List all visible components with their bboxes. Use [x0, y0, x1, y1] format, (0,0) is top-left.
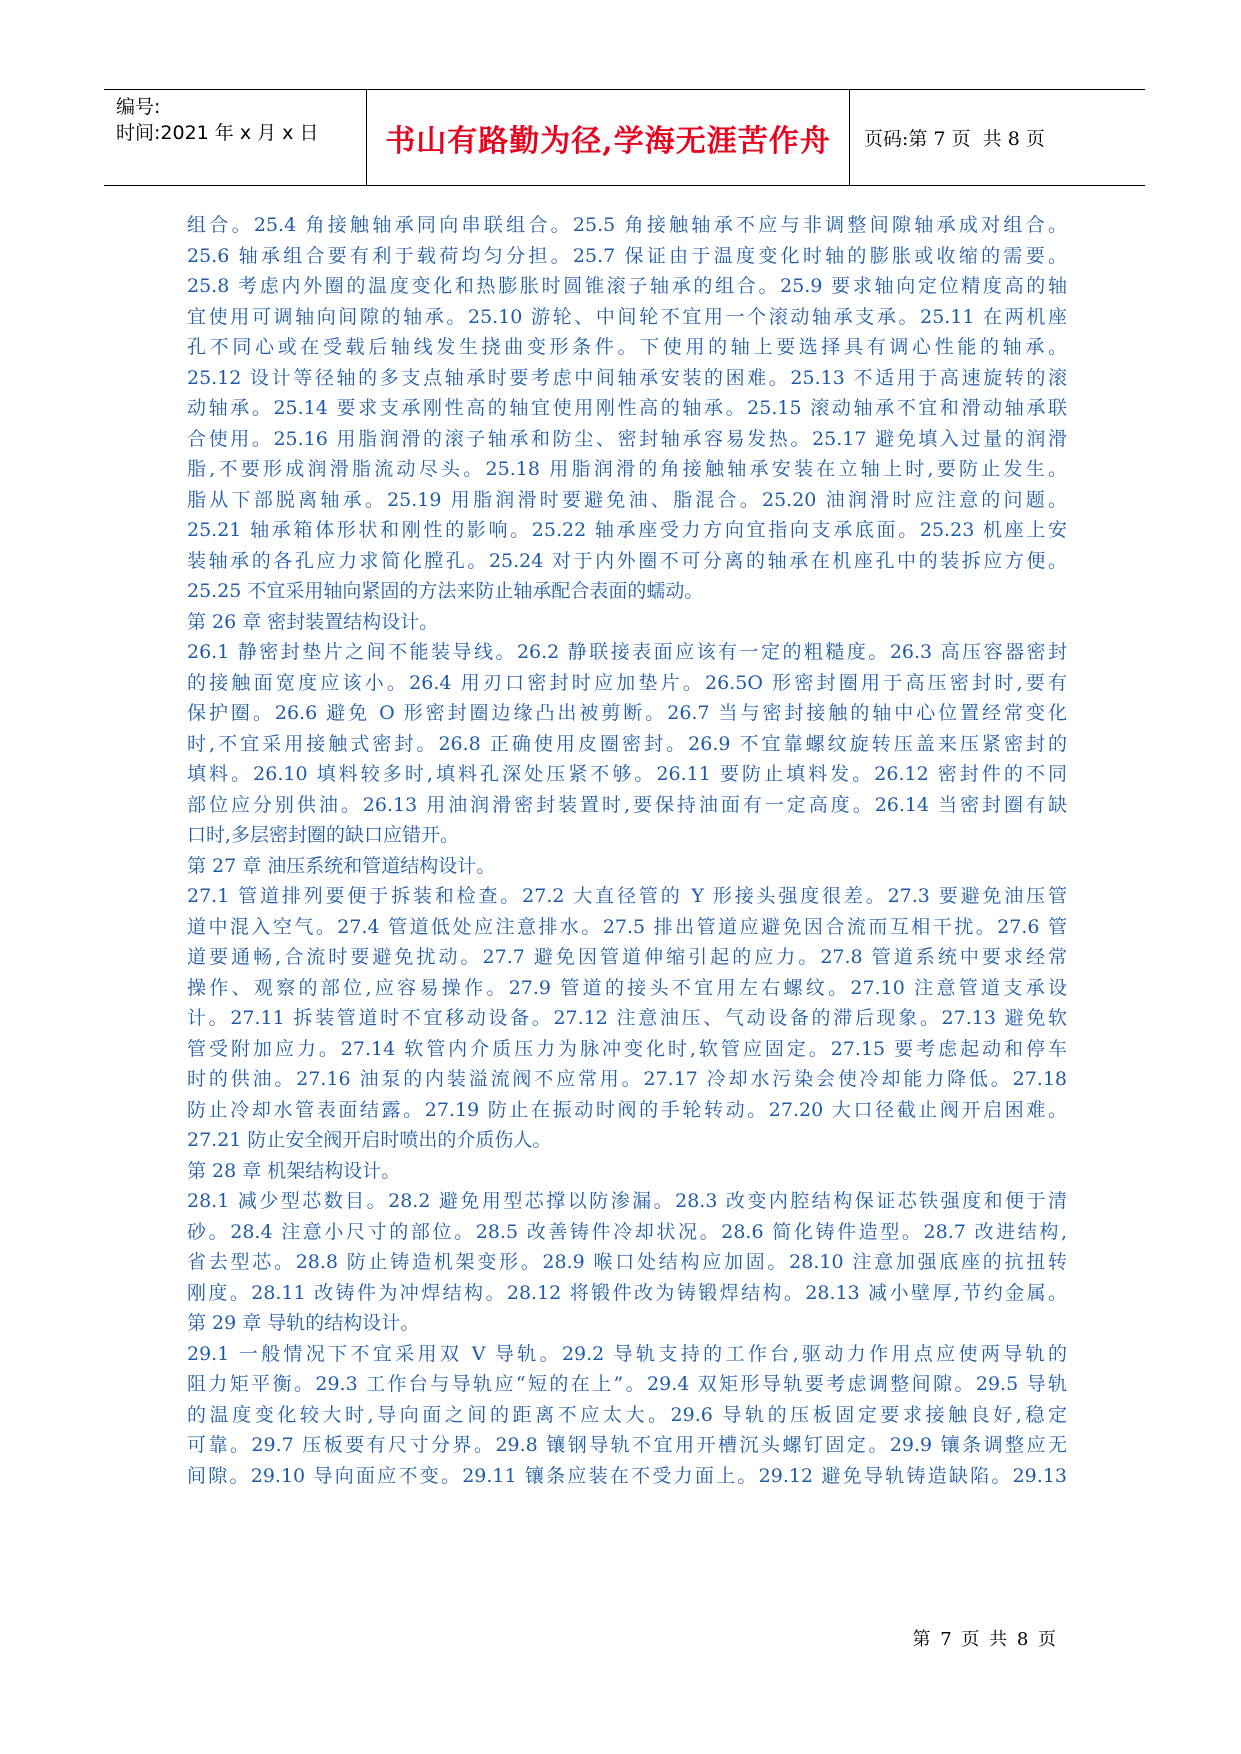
body-line: 25.25 不宜采用轴向紧固的方法来防止轴承配合表面的蠕动。 [187, 580, 704, 602]
chapter-heading: 第 27 章 油压系统和管道结构设计。 [187, 854, 496, 877]
body-line: 的温度变化较大时,导向面之间的距离不应太大。29.6 导轨的压板固定要求接触良好,稳定 [187, 1403, 1067, 1426]
body-line: 脂,不要形成润滑脂流动尽头。25.18 用脂润滑的角接触轴承安装在立轴上时,要防止发生。 [187, 458, 1067, 480]
body-line: 计。27.11 拆装管道时不宜移动设备。27.12 注意油压、气动设备的滞后现象。27.13 避免软 [187, 1007, 1067, 1029]
body-line: 部位应分别供油。26.13 用油润滑密封装置时,要保持油面有一定高度。26.14 当密封圈有缺 [187, 793, 1067, 816]
page-footer: 第 7 页 共 8 页 [912, 1629, 1058, 1650]
chapter-heading: 第 26 章 密封装置结构设计。 [187, 610, 439, 633]
chapter-heading: 第 28 章 机架结构设计。 [187, 1159, 401, 1182]
body-line: 口时,多层密封圈的缺口应错开。 [187, 824, 460, 846]
body-line: 管受附加应力。27.14 软管内介质压力为脉冲变化时,软管应固定。27.15 要考虑起动和停车 [187, 1037, 1067, 1060]
body-line: 25.6 轴承组合要有利于载荷均匀分担。25.7 保证由于温度变化时轴的膨胀或收缩的需要。 [187, 244, 1067, 267]
body-line: 道要通畅,合流时要避免扰动。27.7 避免因管道伸缩引起的应力。27.8 管道系统中要求经常 [187, 946, 1067, 968]
body-line: 27.1 管道排列要便于拆装和检查。27.2 大直径管的 Y 形接头强度很差。27.3 要避免油压管 [187, 885, 1067, 907]
body-line: 道中混入空气。27.4 管道低处应注意排水。27.5 排出管道应避免因合流而互相干扰。27.6 管 [187, 915, 1067, 938]
chapter-heading: 第 29 章 导轨的结构设计。 [187, 1312, 420, 1334]
body-line: 填料。26.10 填料较多时,填料孔深处压紧不够。26.11 要防止填料发。26.12 密封件的不同 [187, 763, 1067, 785]
body-line: 的接触面宽度应该小。26.4 用刃口密封时应加垫片。26.5O 形密封圈用于高压密封时,要有 [187, 671, 1067, 694]
body-line: 宜使用可调轴向间隙的轴承。25.10 游轮、中间轮不宜用一个滚动轴承支承。25.11 在两机座 [187, 305, 1067, 328]
body-line: 25.21 轴承箱体形状和刚性的影响。25.22 轴承座受力方向宜指向支承底面。25.23 机座上安 [187, 519, 1067, 541]
body-line: 保护圈。26.6 避免 O 形密封圈边缘凸出被剪断。26.7 当与密封接触的轴中心位置经常变化 [187, 702, 1067, 724]
document-time: 时间:2021 年 x 月 x 日 [116, 122, 319, 144]
body-line: 间隙。29.10 导向面应不变。29.11 镶条应装在不受力面上。29.12 避免导轨铸造缺陷。29.13 [187, 1464, 1067, 1487]
body-line: 孔不同心或在受载后轴线发生挠曲变形条件。下使用的轴上要选择具有调心性能的轴承。 [187, 336, 1067, 358]
body-line: 砂。28.4 注意小尺寸的部位。28.5 改善铸件冷却状况。28.6 简化铸件造型。28.7 改进结构, [187, 1220, 1067, 1243]
body-line: 动轴承。25.14 要求支承刚性高的轴宜使用刚性高的轴承。25.15 滚动轴承不宜和滑动轴承联 [187, 397, 1067, 419]
document-body [187, 210, 1067, 1491]
body-line: 29.1 一般情况下不宜采用双 V 导轨。29.2 导轨支持的工作台,驱动力作用点应使两导轨的 [187, 1342, 1067, 1365]
body-line: 28.1 减少型芯数目。28.2 避免用型芯撑以防渗漏。28.3 改变内腔结构保证芯铁强度和便于清 [187, 1190, 1067, 1212]
header-page-code [850, 90, 1145, 185]
page-code-text: 页码:第 7 页 共 8 页 [864, 128, 1045, 150]
body-line: 装轴承的各孔应力求简化膛孔。25.24 对于内外圈不可分离的轴承在机座孔中的装拆应方便。 [187, 549, 1067, 572]
body-line: 可靠。29.7 压板要有尺寸分界。29.8 镶钢导轨不宜用开槽沉头螺钉固定。29.9 镶条调整应无 [187, 1434, 1067, 1456]
document-header [104, 89, 1145, 186]
body-line: 合使用。25.16 用脂润滑的滚子轴承和防尘、密封轴承容易发热。25.17 避免填入过量的润滑 [187, 427, 1067, 450]
header-motto: 书山有路勤为径,学海无涯苦作舟 [367, 90, 850, 185]
document-number-label: 编号: [116, 96, 161, 118]
body-line: 27.21 防止安全阀开启时喷出的介质伤人。 [187, 1129, 552, 1151]
body-line: 时的供油。27.16 油泵的内装溢流阀不应常用。27.17 冷却水污染会使冷却能力降低。27.18 [187, 1068, 1067, 1090]
body-line: 脂从下部脱离轴承。25.19 用脂润滑时要避免油、脂混合。25.20 油润滑时应注意的问题。 [187, 488, 1067, 511]
body-line: 防止冷却水管表面结露。27.19 防止在振动时阀的手轮转动。27.20 大口径截止阀开启困难。 [187, 1098, 1067, 1121]
body-line: 25.12 设计等径轴的多支点轴承时要考虑中间轴承安装的困难。25.13 不适用于高速旋转的滚 [187, 366, 1067, 389]
body-line: 26.1 静密封垫片之间不能装导线。26.2 静联接表面应该有一定的粗糙度。26.3 高压容器密封 [187, 641, 1067, 663]
body-line: 操作、观察的部位,应容易操作。27.9 管道的接头不宜用左右螺纹。27.10 注意管道支承设 [187, 976, 1067, 999]
body-line: 25.8 考虑内外圈的温度变化和热膨胀时圆锥滚子轴承的组合。25.9 要求轴向定位精度高的轴 [187, 275, 1067, 297]
body-line: 刚度。28.11 改铸件为冲焊结构。28.12 将锻件改为铸锻焊结构。28.13 减小壁厚,节约金属。 [187, 1281, 1067, 1304]
header-meta [104, 90, 367, 185]
body-line: 组合。25.4 角接触轴承同向串联组合。25.5 角接触轴承不应与非调整间隙轴承成对组合。 [187, 214, 1067, 236]
body-line: 省去型芯。28.8 防止铸造机架变形。28.9 喉口处结构应加固。28.10 注意加强底座的抗扭转 [187, 1251, 1067, 1273]
body-line: 阻力矩平衡。29.3 工作台与导轨应“短的在上”。29.4 双矩形导轨要考虑调整间隙。29.5 导轨 [187, 1373, 1067, 1395]
body-line: 时,不宜采用接触式密封。26.8 正确使用皮圈密封。26.9 不宜靠螺纹旋转压盖来压紧密封的 [187, 732, 1067, 755]
